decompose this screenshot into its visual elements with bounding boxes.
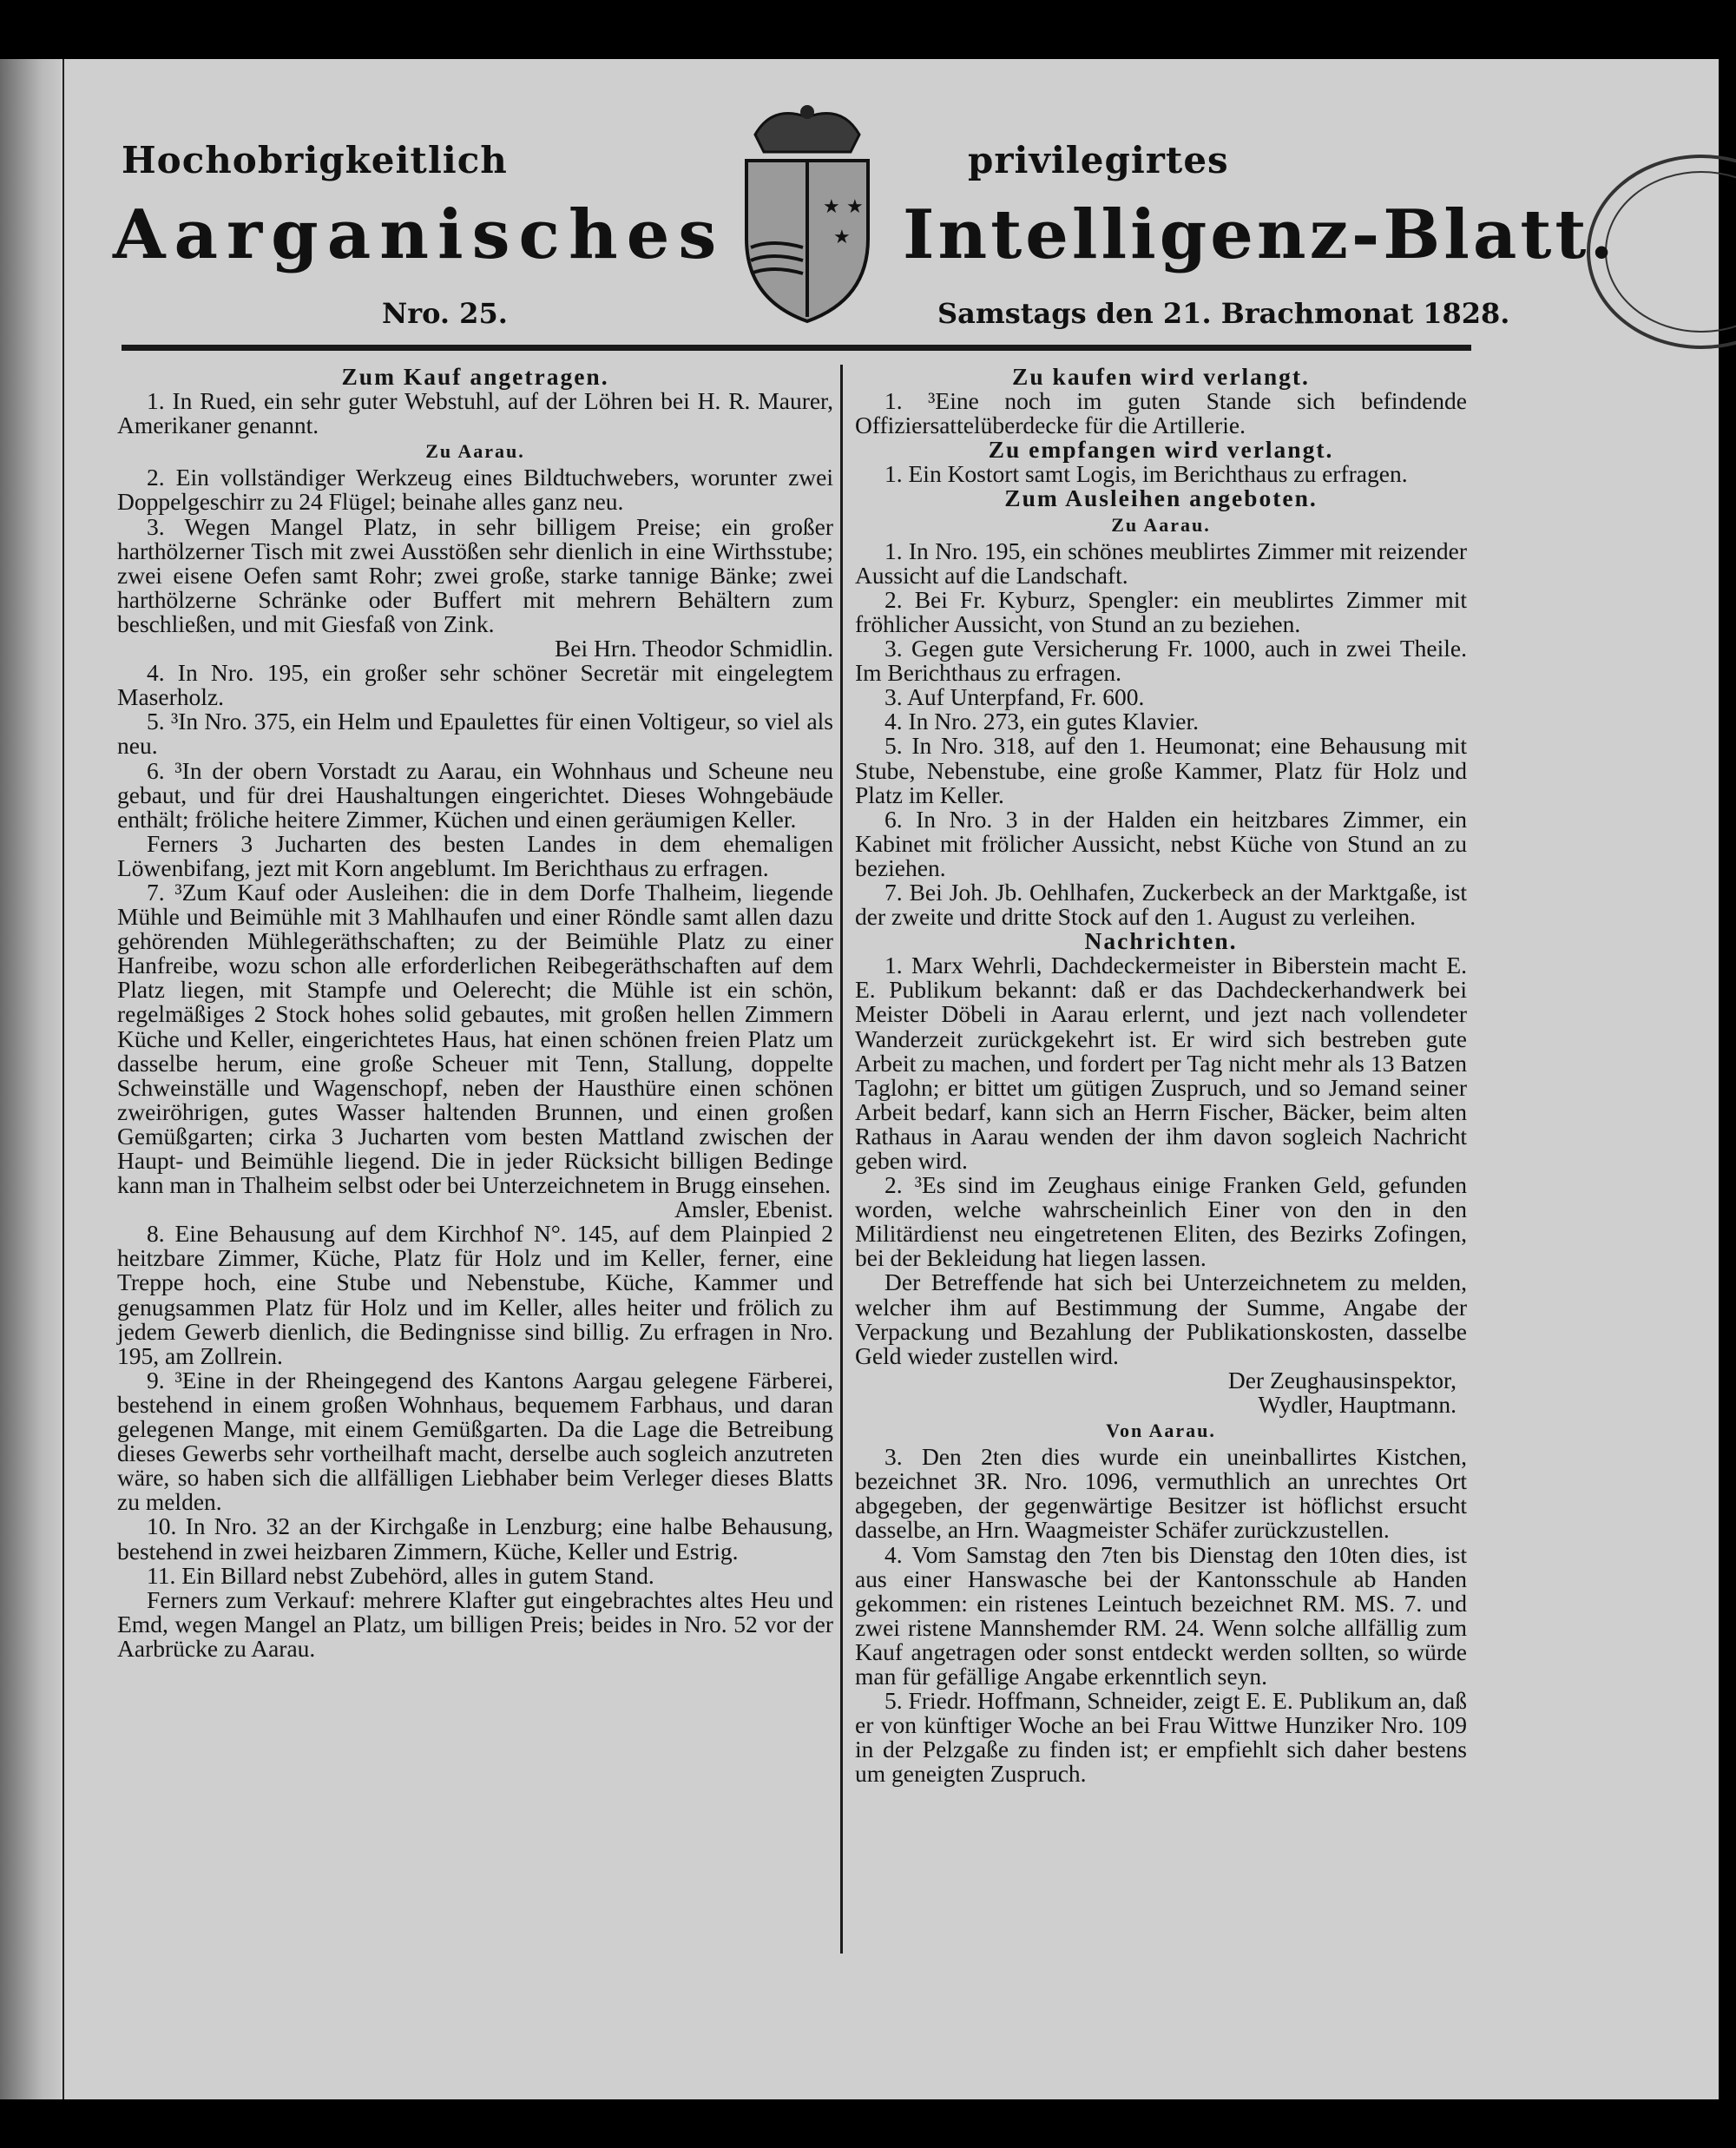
ad-11b: Ferners zum Verkauf: mehrere Klafter gut eingebrachtes altes Heu und Emd, wegen Mangel an Platz, um billigen Preis; beides in Nro. 52 vor der Aarbrücke zu Aarau.: [117, 1585, 833, 1662]
svg-text:★: ★: [833, 227, 851, 248]
news-5: 5. Friedr. Hoffmann, Schneider, zeigt E. E. Publikum an, daß er von künftiger Woche an bei Frau Wittwe Hunziker Nro. 109 in der Pelzgaße zu finden ist; er empfiehlt sich daher bestens um geneigten Zuspruch.: [855, 1687, 1467, 1788]
left-column: [117, 365, 833, 1661]
ad-7-signature: Amsler, Ebenist.: [674, 1196, 833, 1223]
heading-kauf: Zum Kauf angetragen.: [341, 363, 609, 390]
news-3: 3. Den 2ten dies wurde ein uneinballirtes Kistchen, bezeichnet ЗR. Nro. 1096, vermuthlich an unrechtes Ort abgegeben, der gegenwärtige Besitzer ist höflichst ersucht dasselbe, an Hrn. Waagmeister Schäfer zurückzustellen.: [855, 1443, 1467, 1544]
aargau-crest-icon: [720, 100, 894, 326]
ad-9: 9. ³Eine in der Rheingegend des Kantons Aargau gelegene Färberei, bestehend in einem großen Wohnhaus, bequemem Farbhaus, und daran gelegenen Mange, mit einem Gemüßgarten. Da die Lage die Betreibung dieses Gewerbs sehr vortheilhaft macht, derselbe auch sogleich anzutreten wäre, so haben sich die allfälligen Liebhaber beim Verleger dieses Blatts zu melden.: [117, 1366, 833, 1516]
lend-6: 6. In Nro. 3 in der Halden ein heitzbares Zimmer, ein Kabinet mit frölicher Aussicht, nebst Küche von Stund an zu beziehen.: [855, 805, 1467, 881]
lend-3b: 3. Auf Unterpfand, Fr. 600.: [884, 683, 1145, 711]
subheading-von-aarau: Von Aarau.: [1106, 1420, 1216, 1442]
ad-11: 11. Ein Billard nebst Zubehörd, alles in gutem Stand.: [147, 1561, 654, 1589]
masthead-title-right: Intelligenz-Blatt.: [903, 195, 1617, 274]
ad-1: 1. In Rued, ein sehr guter Webstuhl, auf der Löhren bei H. R. Maurer, Amerikaner genannt.: [117, 387, 833, 439]
ad-10: 10. In Nro. 32 an der Kirchgaße in Lenzburg; eine halbe Behausung, bestehend in zwei heizbaren Zimmern, Küche, Keller und Estrig.: [117, 1512, 833, 1565]
news-1: 1. Marx Wehrli, Dachdeckermeister in Biberstein macht E. E. Publikum bekannt: daß er das Dachdeckerhandwerk bei Meister Döbeli in Aarau erlernt, und jezt nach vollendeter Wanderzeit zurückgekehrt ist. Er wird sich bestreben gute Arbeit zu machen, und fordert per Tag nicht mehr als 13 Batzen Taglohn; er bittet um gütigen Zuspruch, und so Jemand seiner Arbeit bedarf, kann sich an Herrn Fischer, Bäcker, beim alten Rathaus in Aarau wenden der ihm davon sogleich Nachricht geben wird.: [855, 952, 1467, 1174]
news-2-signature-title: Der Zeughausinspektor,: [1227, 1366, 1457, 1394]
lend-2: 2. Bei Fr. Kyburz, Spengler: ein meublirtes Zimmer mit fröhlicher Aussicht, von Stund an zu beziehen.: [855, 585, 1467, 637]
lend-3: 3. Gegen gute Versicherung Fr. 1000, auch in zwei Theile. Im Berichthaus zu erfragen.: [855, 635, 1467, 687]
lend-4: 4. In Nro. 273, ein gutes Klavier.: [884, 708, 1200, 735]
book-binding: [0, 59, 69, 2099]
ad-3-signature: Bei Hrn. Theodor Schmidlin.: [554, 635, 833, 662]
wanted-1: 1. ³Eine noch im guten Stande sich befindende Offiziersattelüberdecke für die Artillerie.: [855, 387, 1467, 439]
news-4: 4. Vom Samstag den 7ten bis Dienstag den 10ten dies, ist aus einer Hanswasche bei der Kantonsschule ab Handen gekommen: ein ristenes Leintuch bezeichnet RM. MS. 7. und zwei ristene Mannshemder RM. 24. Wenn solche allfällig zum Kauf angetragen oder sonst entdeckt werden sollten, so würde man für gefällige Angabe erkenntlich seyn.: [855, 1540, 1467, 1690]
subheading-aarau-right: Zu Aarau.: [1111, 513, 1211, 536]
page-edge: [62, 59, 64, 2099]
subheading-aarau: Zu Aarau.: [425, 440, 525, 463]
right-column: [855, 365, 1467, 1786]
svg-text:★: ★: [823, 196, 840, 218]
lend-5: 5. In Nro. 318, auf den 1. Heumonat; eine Behausung mit Stube, Nebenstube, eine große Kammer, Platz für Holz und Platz im Keller.: [855, 732, 1467, 808]
masthead-line1-right: privilegirtes: [968, 139, 1229, 181]
heading-verlangt: Zu kaufen wird verlangt.: [1012, 363, 1310, 390]
news-2: 2. ³Es sind im Zeughaus einige Franken Geld, gefunden worden, welche wahrscheinlich Einer von den in den Militärdienst neu eingetretenen Eliten, des Bezirks Zofingen, bei der Bekleidung hat liegen lassen.: [855, 1171, 1467, 1272]
ad-6b: Ferners 3 Jucharten des besten Landes in dem ehemaligen Löwenbifang, jezt mit Korn angeblumt. Im Berichthaus zu erfragen.: [117, 829, 833, 881]
ad-8: 8. Eine Behausung auf dem Kirchhof N°. 145, auf dem Plainpied 2 heitzbare Zimmer, Küche, Platz für Holz und im Keller, ferner, eine Treppe hoch, eine Stube und Nebenstube, Küche, Kammer und genugsammen Platz für Holz und im Keller, alles heiter und frölich zu jedem Gewerb dienlich, die Bedingnisse sind billig. Zu erfragen in Nro. 195, am Zollrein.: [117, 1220, 833, 1369]
column-divider: [840, 365, 843, 1954]
ad-4: 4. In Nro. 195, ein großer sehr schöner Secretär mit eingelegtem Maserholz.: [117, 659, 833, 711]
heading-ausleihen: Zum Ausleihen angeboten.: [1004, 484, 1318, 512]
ad-5: 5. ³In Nro. 375, ein Helm und Epaulettes für einen Voltigeur, so viel als neu.: [117, 708, 833, 760]
news-2-signature-name: Wydler, Hauptmann.: [1258, 1390, 1457, 1418]
issue-number: Nro. 25.: [382, 297, 508, 330]
ad-7: 7. ³Zum Kauf oder Ausleihen: die in dem Dorfe Thalheim, liegende Mühle und Beimühle mit 3 Mahlhaufen und einer Röndle samt allen dazu gehörenden Mühlegeräthschaften; zu der Beimühle Platz zu einer Hanfreibe, wozu schon alle erforderlichen Reibegeräthschaften auf dem Platz liegen, mit Stampfe und Oelerecht; die Mühle ist ein schön, regelmäßiges 2 Stock hohes solid gebautes, mit großen hellen Zimmern Küche und Keller, eingerichtetes Haus, hat einen schönen freien Platz um dasselbe herum, eine große Scheuer mit Tenn, Stallung, doppelte Schweinställe und Wagenschopf, neben der Hausthüre einen schönen zweiröhrigen, gutes Wasser haltenden Brunnen, und einen großen Gemüßgarten; cirka 3 Jucharten vom besten Mattland zwischen der Haupt- und Beimühle liegend. Die in jeder Rücksicht billigen Bedinge kann man in Thalheim selbst oder bei Unterzeichnetem in Brugg einsehen.: [117, 878, 833, 1199]
masthead-line1-left: Hochobrigkeitlich: [122, 139, 508, 181]
lend-1: 1. In Nro. 195, ein schönes meublirtes Zimmer mit reizender Aussicht auf die Landschaft.: [855, 537, 1467, 589]
ad-3: 3. Wegen Mangel Platz, in sehr billigem Preise; ein großer harthölzerner Tisch mit zwei Ausstößen sehr dienlich in eine Wirthsstube; zwei eisene Oefen samt Rohr; zwei große, starke tannige Bänke; zwei harthölzerne Schränke oder Buffert mit mehrern Behältern zum beschließen, und mit Giesfaß von Zink.: [117, 512, 833, 637]
issue-date: Samstags den 21. Brachmonat 1828.: [937, 297, 1510, 330]
svg-text:★: ★: [846, 196, 864, 218]
heading-nachrichten: Nachrichten.: [1084, 927, 1238, 955]
ad-6: 6. ³In der obern Vorstadt zu Aarau, ein Wohnhaus und Scheune neu gebaut, und für drei Haushaltungen eingerichtet. Dieses Wohngebäude enthält; fröliche heitere Zimmer, Küchen und einen geräumigen Keller.: [117, 756, 833, 833]
masthead-title-left: Aarganisches: [113, 195, 726, 274]
masthead-rule: [122, 345, 1471, 351]
news-2b: Der Betreffende hat sich bei Unterzeichnetem zu melden, welcher ihm auf Bestimmung der Summe, Angabe der Verpackung und Bezahlung der Publikationskosten, dasselbe Geld wieder zustellen wird.: [855, 1268, 1467, 1369]
lend-7: 7. Bei Joh. Jb. Oehlhafen, Zuckerbeck an der Marktgaße, ist der zweite und dritte Stock auf den 1. August zu verleihen.: [855, 878, 1467, 931]
ad-2: 2. Ein vollständiger Werkzeug eines Bildtuchwebers, worunter zwei Doppelgeschirr zu 24 Flügel; beinahe alles ganz neu.: [117, 464, 833, 516]
heading-empfangen: Zu empfangen wird verlangt.: [988, 436, 1334, 464]
receive-1: 1. Ein Kostort samt Logis, im Berichthaus zu erfragen.: [884, 460, 1408, 488]
